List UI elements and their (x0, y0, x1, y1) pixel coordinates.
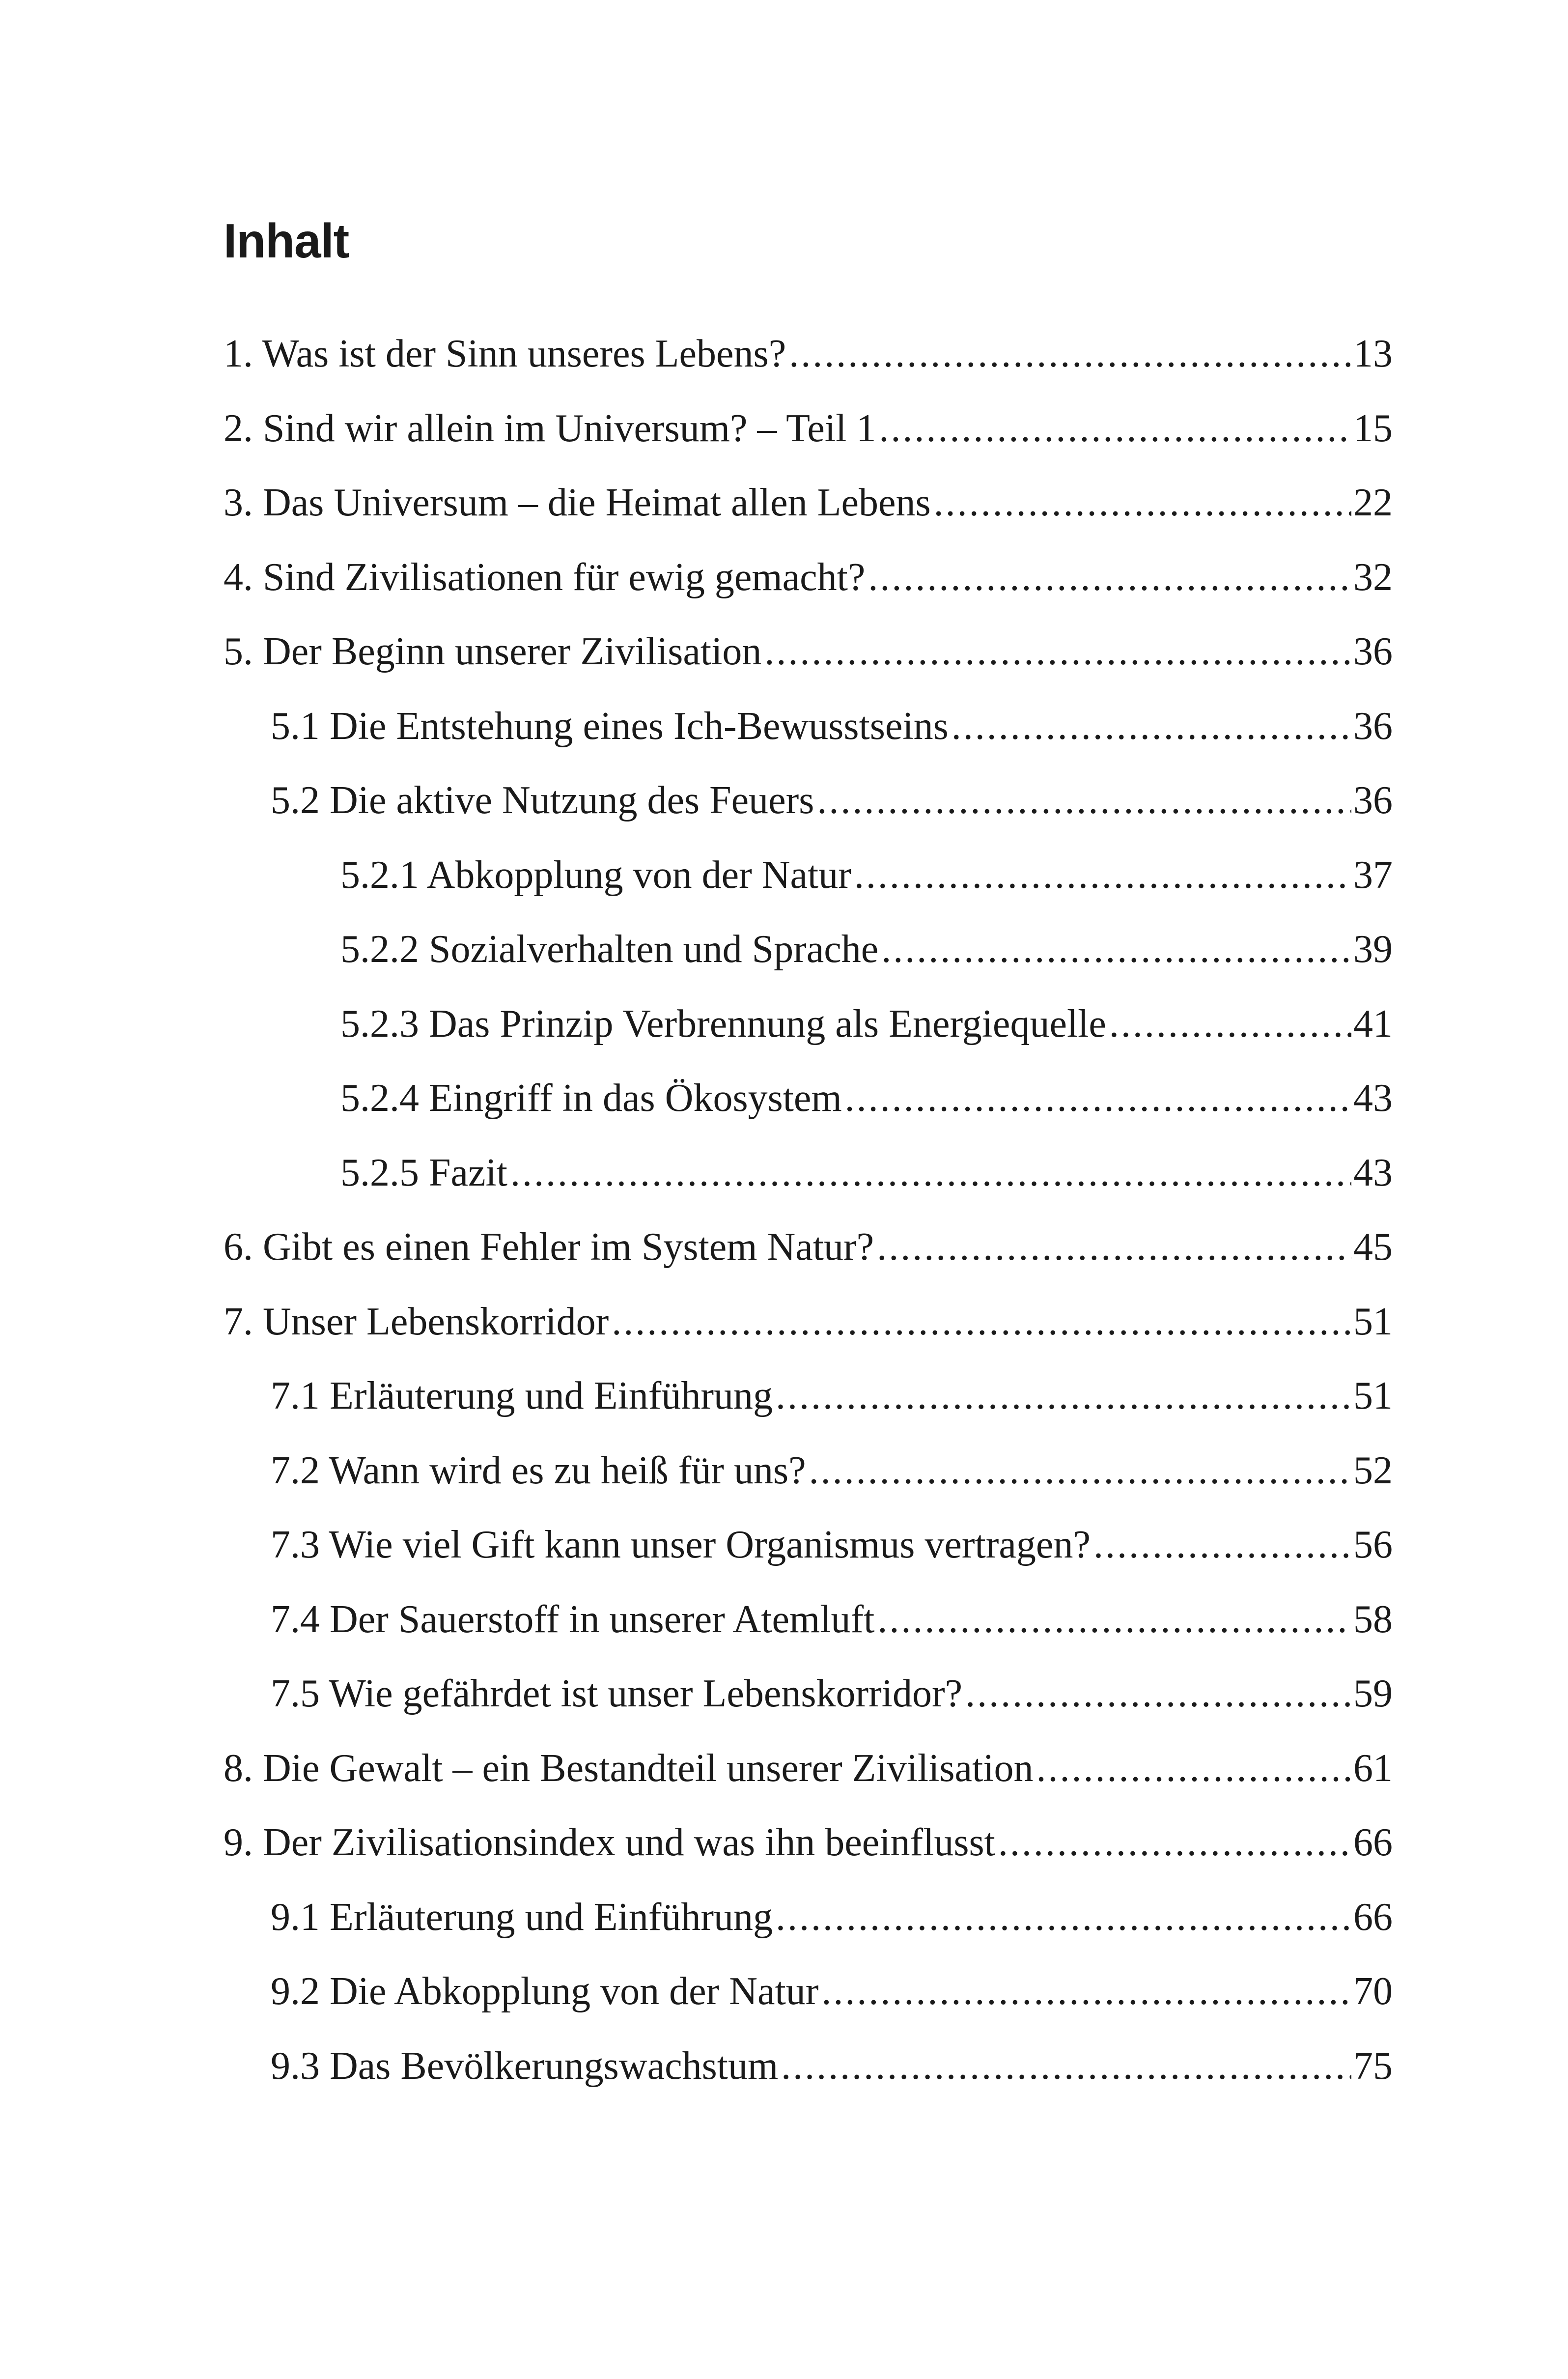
toc-entry-title: 7. Unser Lebenskorridor (224, 1300, 609, 1343)
toc-entry-title: 7.5 Wie gefährdet ist unser Lebenskorridor? (271, 1672, 963, 1715)
toc-entry[interactable] (224, 622, 1393, 697)
toc-entry-title: 9.3 Das Bevölkerungswachstum (271, 2044, 779, 2088)
toc-entry[interactable] (224, 324, 1393, 399)
toc-page-number: 51 (1353, 1374, 1393, 1417)
toc-page-number: 52 (1353, 1448, 1393, 1492)
toc-entry-title: 5.1 Die Entstehung eines Ich-Bewusstseins (271, 704, 949, 748)
toc-dot-leader (1036, 1739, 1351, 1798)
toc-page-number: 15 (1353, 406, 1393, 450)
toc-entry[interactable] (224, 1813, 1393, 1888)
toc-entry[interactable] (224, 2037, 1393, 2111)
toc-dot-leader (764, 622, 1351, 681)
toc-entry-title: 5.2.5 Fazit (340, 1151, 507, 1194)
toc-dot-leader (1109, 994, 1351, 1053)
toc-entry[interactable] (224, 1143, 1393, 1218)
toc-page-number: 39 (1353, 928, 1393, 971)
toc-page-number: 51 (1353, 1300, 1393, 1343)
toc-entry[interactable] (224, 1218, 1393, 1292)
toc-entry[interactable] (224, 920, 1393, 994)
toc-page-number: 13 (1353, 332, 1393, 375)
toc-entry[interactable] (224, 1069, 1393, 1143)
toc-entry-title: 7.1 Erläuterung und Einführung (271, 1374, 773, 1417)
toc-dot-leader (845, 1069, 1351, 1128)
toc-page-number: 36 (1353, 779, 1393, 822)
toc-page-number: 59 (1353, 1672, 1393, 1715)
toc-page-number: 45 (1353, 1225, 1393, 1269)
toc-entry-title: 5.2.2 Sozialverhalten und Sprache (340, 928, 879, 971)
toc-dot-leader (776, 1366, 1351, 1425)
toc-dot-leader (965, 1664, 1351, 1723)
toc-page-number: 36 (1353, 704, 1393, 748)
toc-entry-title: 5.2 Die aktive Nutzung des Feuers (271, 779, 814, 822)
toc-entry-title: 2. Sind wir allein im Universum? – Teil 1 (224, 406, 876, 450)
toc-dot-leader (934, 473, 1351, 532)
toc-entry-title: 1. Was ist der Sinn unseres Lebens? (224, 332, 786, 375)
toc-page-number: 58 (1353, 1597, 1393, 1641)
toc-dot-leader (868, 548, 1351, 607)
toc-entry-title: 5.2.3 Das Prinzip Verbrennung als Energiequelle (340, 1002, 1106, 1046)
toc-entry[interactable] (224, 1664, 1393, 1739)
toc-entry[interactable] (224, 473, 1393, 548)
toc-dot-leader (809, 1441, 1351, 1500)
toc-entry-title: 7.3 Wie viel Gift kann unser Organismus vertragen? (271, 1523, 1091, 1566)
toc-entry[interactable] (224, 994, 1393, 1069)
toc-entry[interactable] (224, 548, 1393, 623)
toc-dot-leader (789, 324, 1351, 383)
toc-entry[interactable] (224, 697, 1393, 771)
toc-page-number: 32 (1353, 555, 1393, 599)
toc-entry-title: 7.4 Der Sauerstoff in unserer Atemluft (271, 1597, 875, 1641)
toc-entry-title: 9.1 Erläuterung und Einführung (271, 1895, 773, 1939)
toc-page-number: 22 (1353, 481, 1393, 524)
toc-page-number: 43 (1353, 1076, 1393, 1120)
toc-page-number: 66 (1353, 1821, 1393, 1864)
toc-dot-leader (1093, 1515, 1351, 1574)
toc-entry-title: 3. Das Universum – die Heimat allen Lebens (224, 481, 931, 524)
toc-entry[interactable] (224, 1515, 1393, 1590)
toc-page-number: 41 (1353, 1002, 1393, 1046)
toc-dot-leader (781, 2037, 1351, 2096)
toc-entry[interactable] (224, 1962, 1393, 2037)
toc-page-number: 56 (1353, 1523, 1393, 1566)
table-of-contents (224, 324, 1393, 2111)
toc-page-number: 75 (1353, 2044, 1393, 2088)
page-title: Inhalt (224, 214, 349, 268)
toc-dot-leader (879, 399, 1351, 458)
toc-page-number: 37 (1353, 853, 1393, 897)
toc-dot-leader (998, 1813, 1351, 1872)
toc-dot-leader (817, 771, 1351, 830)
toc-dot-leader (510, 1143, 1351, 1202)
toc-dot-leader (952, 697, 1351, 756)
toc-entry[interactable] (224, 1590, 1393, 1665)
toc-entry[interactable] (224, 399, 1393, 474)
toc-entry-title: 8. Die Gewalt – ein Bestandteil unserer Zivilisation (224, 1746, 1034, 1790)
toc-entry-title: 7.2 Wann wird es zu heiß für uns? (271, 1448, 806, 1492)
toc-dot-leader (881, 920, 1351, 979)
toc-dot-leader (776, 1888, 1351, 1947)
toc-page-number: 66 (1353, 1895, 1393, 1939)
toc-entry-title: 5. Der Beginn unserer Zivilisation (224, 630, 762, 673)
toc-entry[interactable] (224, 1888, 1393, 1962)
toc-entry[interactable] (224, 1366, 1393, 1441)
toc-dot-leader (821, 1962, 1351, 2021)
toc-entry-title: 5.2.4 Eingriff in das Ökosystem (340, 1076, 842, 1120)
toc-entry[interactable] (224, 771, 1393, 846)
toc-page-number: 36 (1353, 630, 1393, 673)
toc-entry[interactable] (224, 1739, 1393, 1813)
toc-entry-title: 9.2 Die Abkopplung von der Natur (271, 1970, 819, 2013)
toc-entry[interactable] (224, 846, 1393, 920)
toc-entry[interactable] (224, 1292, 1393, 1367)
toc-dot-leader (854, 846, 1351, 905)
toc-entry-title: 5.2.1 Abkopplung von der Natur (340, 853, 851, 897)
toc-entry-title: 9. Der Zivilisationsindex und was ihn beeinflusst (224, 1821, 995, 1864)
toc-entry-title: 4. Sind Zivilisationen für ewig gemacht? (224, 555, 866, 599)
toc-page-number: 43 (1353, 1151, 1393, 1194)
toc-entry[interactable] (224, 1441, 1393, 1516)
toc-dot-leader (877, 1218, 1351, 1276)
toc-dot-leader (877, 1590, 1351, 1649)
toc-dot-leader (612, 1292, 1351, 1351)
toc-entry-title: 6. Gibt es einen Fehler im System Natur? (224, 1225, 874, 1269)
toc-page-number: 70 (1353, 1970, 1393, 2013)
toc-page-number: 61 (1353, 1746, 1393, 1790)
